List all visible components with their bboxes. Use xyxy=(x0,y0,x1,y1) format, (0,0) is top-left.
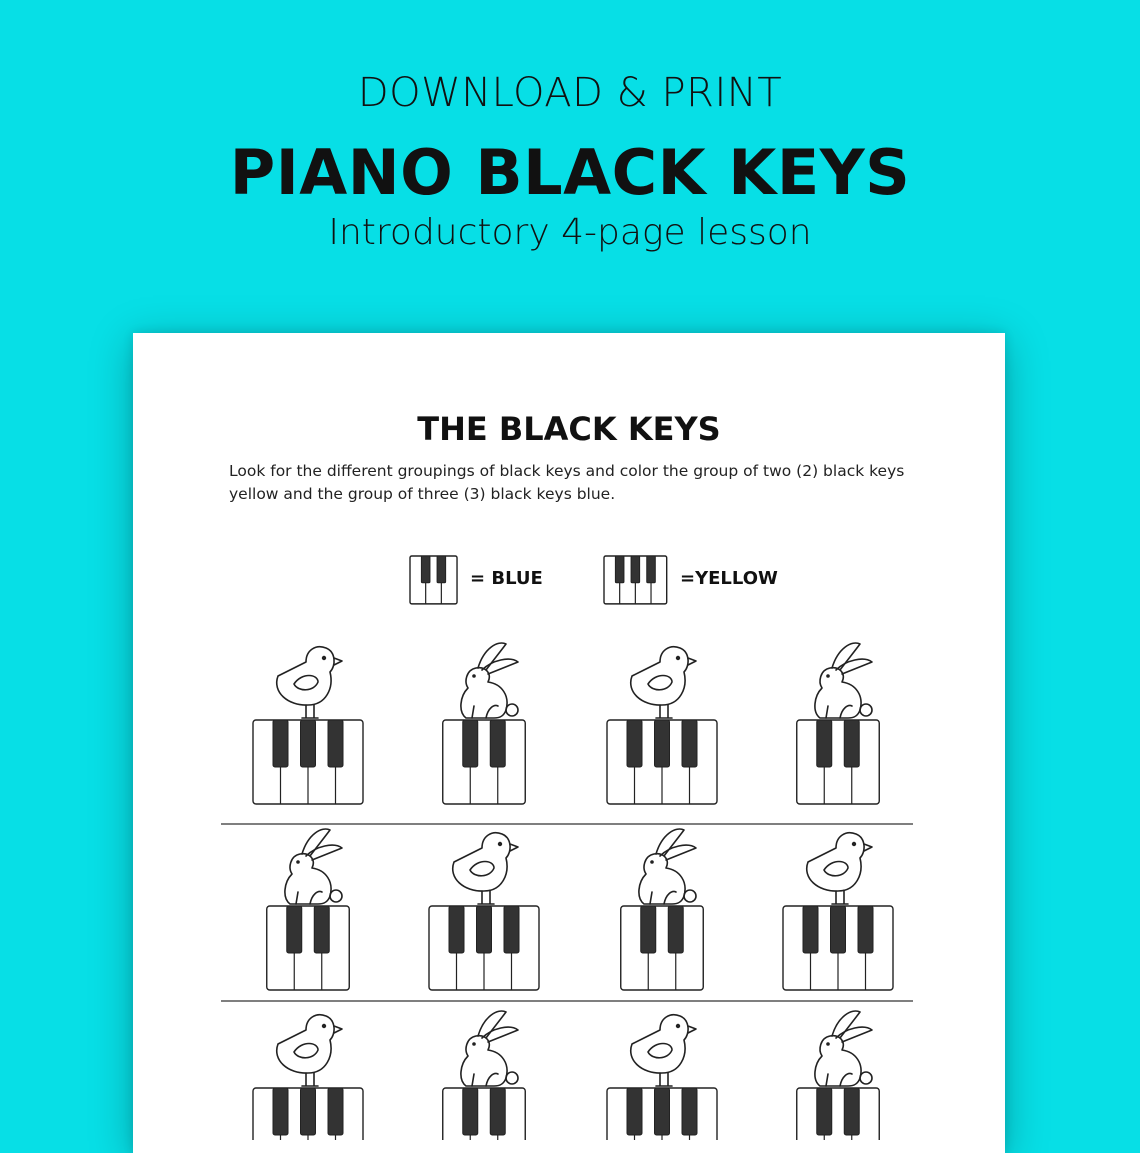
piano-keys-icon xyxy=(253,720,363,804)
exercise-item[interactable] xyxy=(443,1011,526,1140)
legend-label-blue: = BLUE xyxy=(470,568,543,589)
piano-keys-icon xyxy=(783,906,893,990)
chick-icon xyxy=(807,833,872,904)
piano-keys-icon xyxy=(607,720,717,804)
exercise-item[interactable] xyxy=(797,1011,880,1140)
piano-keys-icon xyxy=(797,720,880,804)
exercise-item[interactable] xyxy=(443,643,526,804)
chick-icon xyxy=(631,1015,696,1086)
exercise-grid xyxy=(253,643,893,1140)
exercise-item[interactable] xyxy=(783,833,893,990)
bunny-icon xyxy=(639,829,696,904)
legend-keyboard-icon xyxy=(604,556,667,604)
legend-label-yellow: =YELLOW xyxy=(680,568,778,589)
exercise-item[interactable] xyxy=(607,1015,717,1140)
piano-keys-icon xyxy=(443,720,526,804)
exercise-item[interactable] xyxy=(267,829,350,990)
bunny-icon xyxy=(461,1011,518,1086)
piano-keys-icon xyxy=(267,906,350,990)
chick-icon xyxy=(453,833,518,904)
bunny-icon xyxy=(461,643,518,718)
piano-keys-icon xyxy=(443,1088,526,1140)
exercise-item[interactable] xyxy=(607,647,717,804)
piano-keys-icon xyxy=(429,906,539,990)
piano-keys-icon xyxy=(621,906,704,990)
header-subtitle: DOWNLOAD & PRINT xyxy=(357,70,783,116)
header-tagline: Introductory 4-page lesson xyxy=(328,212,812,253)
exercise-row xyxy=(267,829,893,990)
exercise-row xyxy=(253,643,879,804)
chick-icon xyxy=(277,1015,342,1086)
piano-keys-icon xyxy=(797,1088,880,1140)
legend xyxy=(410,556,667,604)
header-title: PIANO BLACK KEYS xyxy=(229,136,911,209)
worksheet-instructions: Look for the different groupings of black keys and color the group of two (2) black keys yellow and the group of three (3) black keys blue. xyxy=(229,462,905,503)
piano-keys-icon xyxy=(253,1088,363,1140)
bunny-icon xyxy=(285,829,342,904)
exercise-item[interactable] xyxy=(429,833,539,990)
exercise-item[interactable] xyxy=(621,829,704,990)
exercise-item[interactable] xyxy=(253,647,363,804)
chick-icon xyxy=(277,647,342,718)
exercise-item[interactable] xyxy=(797,643,880,804)
exercise-row xyxy=(253,1011,879,1140)
bunny-icon xyxy=(815,643,872,718)
chick-icon xyxy=(631,647,696,718)
worksheet-title: THE BLACK KEYS xyxy=(417,410,721,448)
bunny-icon xyxy=(815,1011,872,1086)
exercise-item[interactable] xyxy=(253,1015,363,1140)
piano-keys-icon xyxy=(607,1088,717,1140)
legend-keyboard-icon xyxy=(410,556,457,604)
